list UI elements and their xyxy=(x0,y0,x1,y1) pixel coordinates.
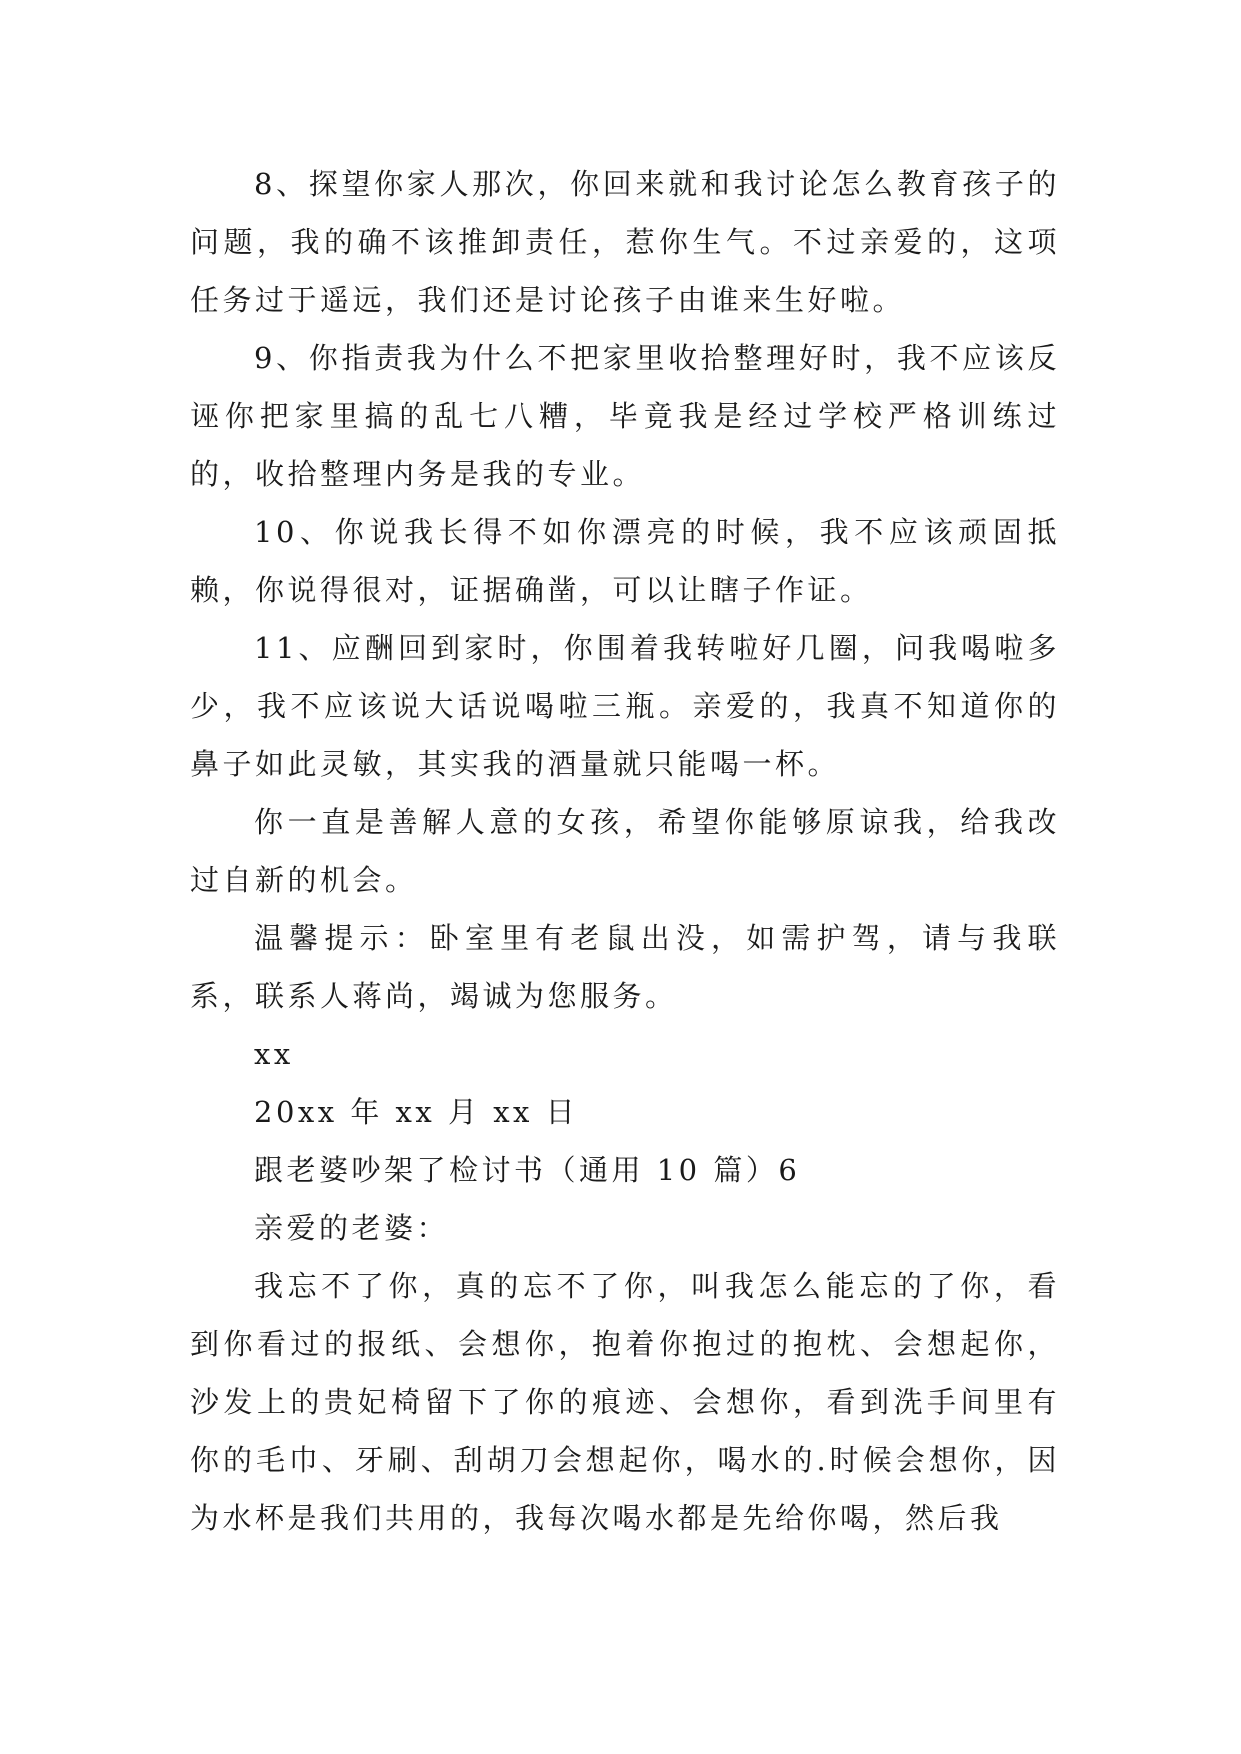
section-title: 跟老婆吵架了检讨书（通用 10 篇）6 xyxy=(254,1153,801,1187)
paragraph-item-9: 9、你指责我为什么不把家里收拾整理好时，我不应该反诬你把家里搞的乱七八糟，毕竟我是经过学校严格训练过的，收拾整理内务是我的专业。 xyxy=(190,341,1060,491)
signature: xx xyxy=(254,1037,294,1071)
salutation: 亲爱的老婆： xyxy=(254,1211,450,1245)
document-body xyxy=(190,155,1060,1547)
paragraph-tip: 温馨提示：卧室里有老鼠出没，如需护驾，请与我联系，联系人蒋尚，竭诚为您服务。 xyxy=(190,921,1060,1013)
date-line: 20xx 年 xx 月 xx 日 xyxy=(254,1095,579,1129)
paragraph-item-8: 8、探望你家人那次，你回来就和我讨论怎么教育孩子的问题，我的确不该推卸责任，惹你生气。不过亲爱的，这项任务过于遥远，我们还是讨论孩子由谁来生好啦。 xyxy=(190,167,1060,317)
paragraph-closing: 你一直是善解人意的女孩，希望你能够原谅我，给我改过自新的机会。 xyxy=(190,805,1060,897)
paragraph-item-11: 11、应酬回到家时，你围着我转啦好几圈，问我喝啦多少，我不应该说大话说喝啦三瓶。亲爱的，我真不知道你的鼻子如此灵敏，其实我的酒量就只能喝一杯。 xyxy=(190,631,1060,781)
paragraph-item-10: 10、你说我长得不如你漂亮的时候，我不应该顽固抵赖，你说得很对，证据确凿，可以让瞎子作证。 xyxy=(190,515,1060,607)
paragraph-body: 我忘不了你，真的忘不了你，叫我怎么能忘的了你，看到你看过的报纸、会想你，抱着你抱过的抱枕、会想起你，沙发上的贵妃椅留下了你的痕迹、会想你，看到洗手间里有你的毛巾、牙刷、刮胡刀会想起你，喝水的.时候会想你，因为水杯是我们共用的，我每次喝水都是先给你喝，然后我 xyxy=(190,1269,1060,1535)
